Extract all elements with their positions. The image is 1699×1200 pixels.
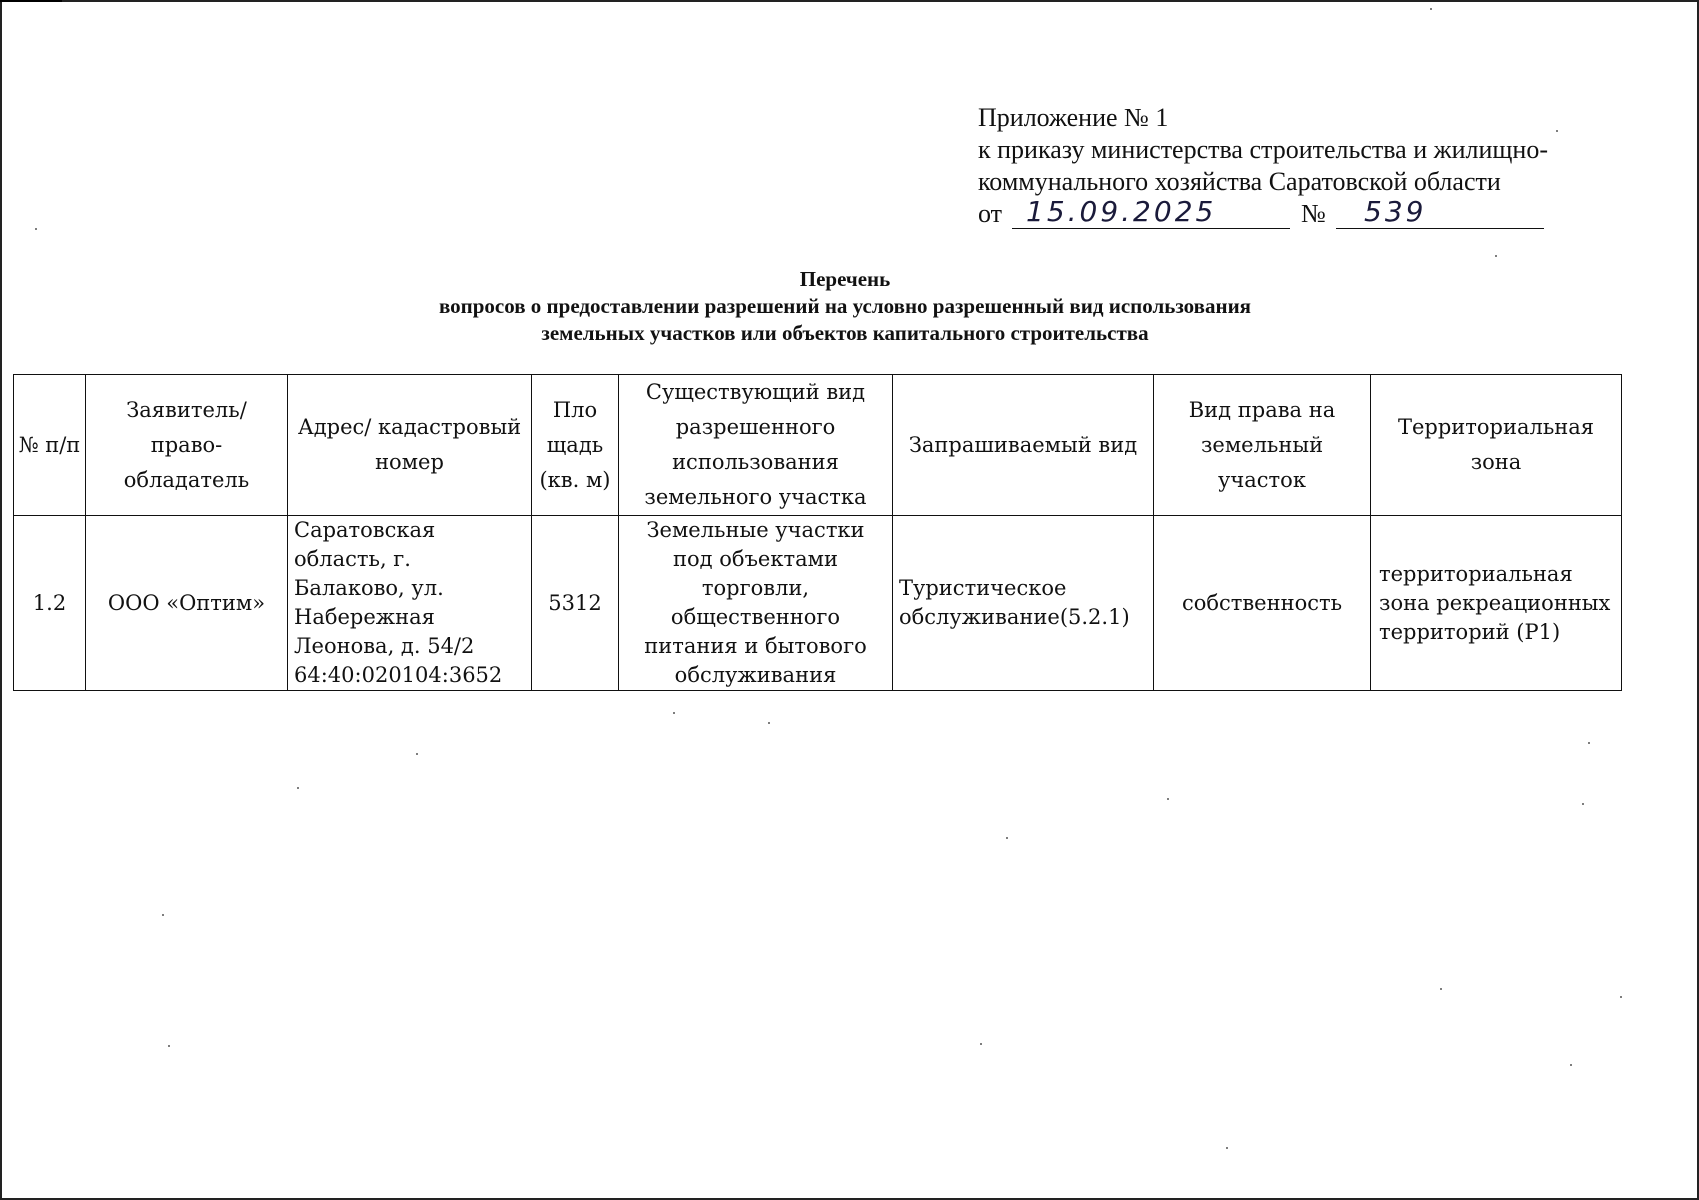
scan-speck [980,1043,982,1045]
scan-speck [1556,130,1558,132]
header-number: № п/п [14,375,86,516]
table-header-row [14,375,1622,516]
permits-table [13,374,1622,691]
document-title [200,266,1490,347]
scan-speck [297,787,299,789]
order-number-handwritten: 539 [1336,198,1544,229]
title-line-1: Перечень [799,267,891,291]
cell-requested-use: Туристическое обслуживание(5.2.1) [893,516,1154,691]
scan-speck [1430,8,1432,10]
header-applicant: Заявитель/ право- обладатель [86,375,288,516]
header-zone: Территориальная зона [1371,375,1622,516]
scan-speck [1226,1147,1228,1149]
scan-speck [1440,988,1442,990]
cell-right-type: собственность [1154,516,1371,691]
cell-zone: территориальная зона рекреационных территорий (Р1) [1371,516,1622,691]
scan-speck [1570,1064,1572,1066]
header-area: Пло щадь (кв. м) [532,375,619,516]
appendix-order-line: к приказу министерства строительства и жилищно- [978,135,1548,164]
cell-applicant: ООО «Оптим» [86,516,288,691]
title-line-2: вопросов о предоставлении разрешений на условно разрешенный вид использования [438,294,1252,318]
order-date-number-line [978,195,1638,238]
number-label: № [1301,199,1326,228]
cell-area: 5312 [532,516,619,691]
scan-corner-mark [0,0,62,2]
table-row [14,516,1622,691]
appendix-ministry-line: коммунального хозяйства Саратовской области [978,167,1501,196]
appendix-title: Приложение № 1 [978,103,1169,132]
scan-speck [416,753,418,755]
scan-speck [1006,837,1008,839]
scan-speck [1620,996,1622,998]
order-date-handwritten: 15.09.2025 [1012,198,1290,229]
header-address: Адрес/ кадастровый номер [288,375,532,516]
cell-address: Саратовская область, г. Балаково, ул. Набережная Леонова, д. 54/2 64:40:020104:3652 [288,516,532,691]
header-existing-use: Существующий вид разрешенного использования земельного участка [619,375,893,516]
scan-speck [673,712,675,714]
scan-speck [768,722,770,724]
scan-speck [35,228,37,230]
scan-speck [1582,803,1584,805]
scan-speck [1588,742,1590,744]
cell-existing-use: Земельные участки под объектами торговли, общественного питания и бытового обслуживания [619,516,893,691]
scan-speck [1495,255,1497,257]
date-label: от [978,199,1003,228]
scan-speck [162,914,164,916]
title-line-3: земельных участков или объектов капитального строительства [541,321,1149,345]
header-requested-use: Запрашиваемый вид [893,375,1154,516]
scan-speck [168,1045,170,1047]
scan-speck [1167,798,1169,800]
header-right-type: Вид права на земельный участок [1154,375,1371,516]
appendix-header [978,102,1638,238]
cell-number: 1.2 [14,516,86,691]
